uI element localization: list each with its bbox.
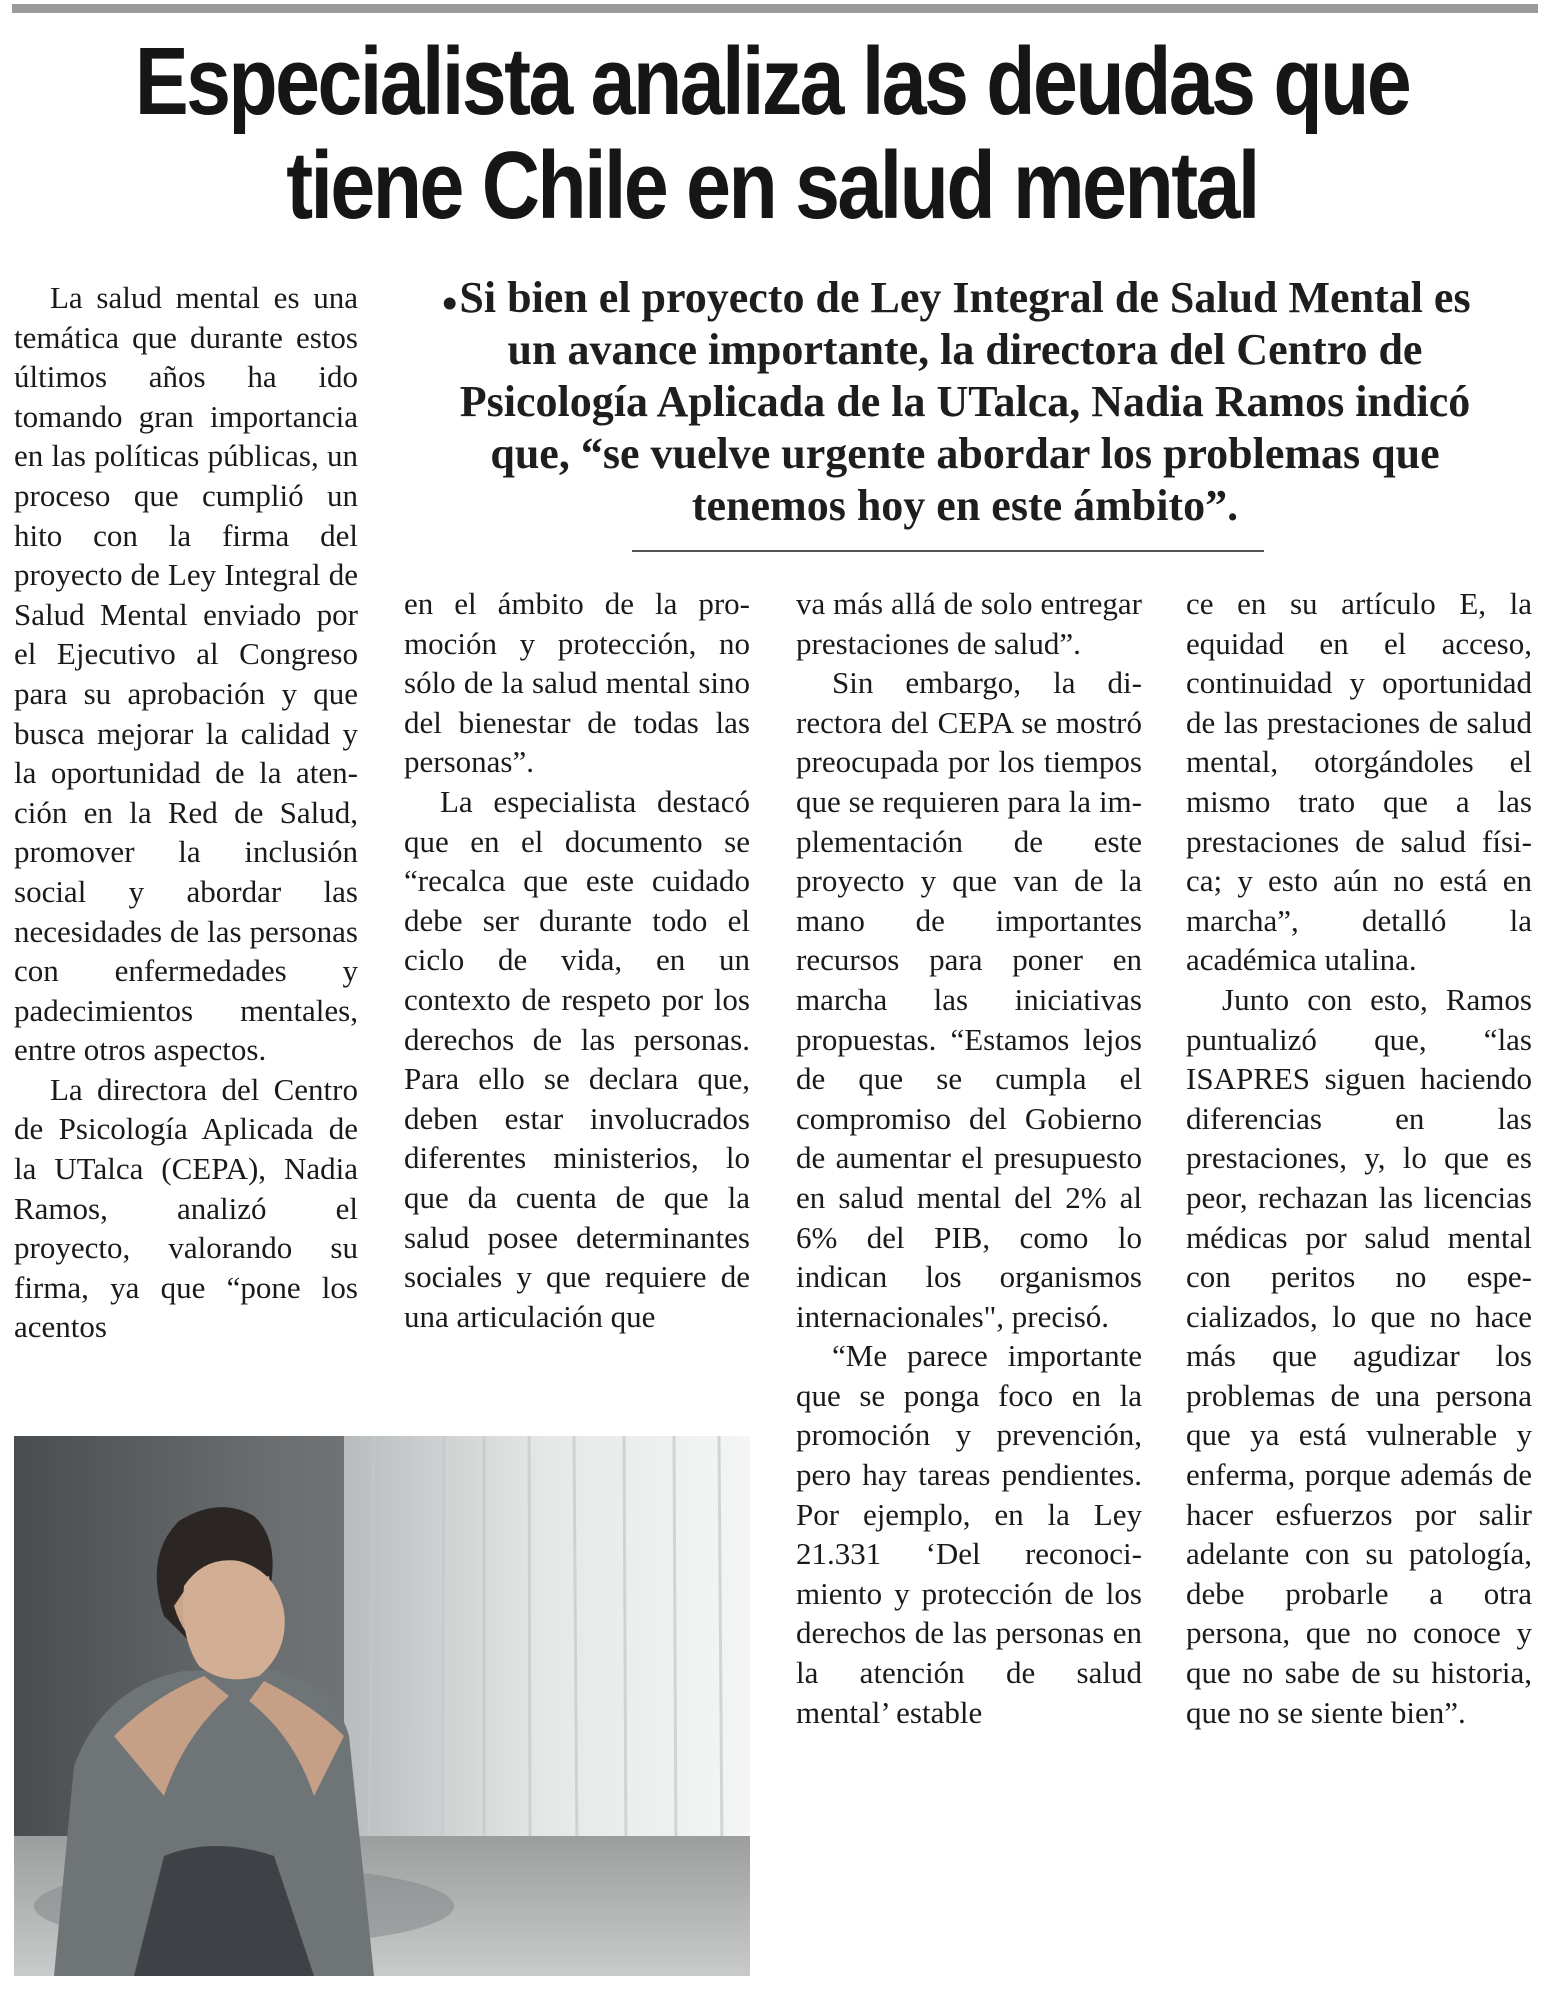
paragraph: ce en su artículo E, la equidad en el acceso, continuidad y oportunidad de las prestaciones de salud mental, otorgándoles el mismo trato que a las prestaciones de salud física; y esto aún no está en marcha”, detalló la académica utalina. (1186, 586, 1532, 978)
article-column-3 (796, 584, 1142, 1732)
deck-divider (632, 550, 1264, 552)
distressed-man-illustration (14, 1436, 750, 1976)
curtain (344, 1436, 750, 1856)
paragraph: va más allá de solo entregar prestaciones de salud”. (796, 586, 1142, 661)
paragraph: en el ámbito de la promoción y protección, no sólo de la salud mental sino del bienestar de todas las personas”. (404, 586, 750, 780)
paragraph: La especialista destacó que en el documento se “recalca que este cuidado debe ser durante todo el ciclo de vida, en un contexto de respeto por los derechos de las personas. Para ello se declara que, deben estar involucrados diferentes ministerios, lo que da cuenta de que la salud posee determinantes sociales y que requiere de una articulación que (404, 783, 750, 1334)
article-photo (14, 1436, 750, 1976)
article-column-2 (404, 584, 750, 1336)
paragraph: La salud mental es una temática que durante estos últimos años ha ido tomando gran importancia en las políticas públicas, un proceso que cumplió un hito con la firma del proyecto de Ley Integral de Salud Mental enviado por el Ejecutivo al Congreso para su aprobación y que busca mejorar la calidad y la oportunidad de la atención en la Red de Salud, promover la inclusión social y abordar las necesidades de las personas con enfermedades y padecimientos mentales, entre otros aspectos. (14, 280, 358, 1068)
paragraph: Junto con esto, Ramos puntualizó que, “las ISAPRES siguen haciendo diferencias en las prestaciones, y, lo que es peor, rechazan las licencias médicas por salud mental con peritos no especializados, lo que no hace más que agudizar los problemas de una persona que ya está vulnerable y enferma, porque además de hacer esfuerzos por salir adelante con su patología, debe probarle a otra persona, que no conoce y que no sabe de su historia, que no se siente bien”. (1186, 981, 1532, 1730)
top-rule (12, 4, 1538, 13)
paragraph: “Me parece importante que se ponga foco en la promoción y prevención, pero hay tareas pendientes. Por ejemplo, en la Ley 21.331 ‘Del reconocimiento y protección de los derechos de las personas en la atención de salud mental’ estable (796, 1338, 1142, 1730)
headline-line-1: Especialista analiza las deudas que (134, 28, 1410, 135)
headline (124, 30, 1421, 238)
headline-line-2: tiene Chile en salud mental (286, 132, 1258, 239)
deck-summary: Si bien el proyecto de Ley Integral de Salud Mental es un avance importante, la directora del Centro de Psicología Aplicada de la UTalca, Nadia Ramos indicó que, “se vuelve urgente abordar los problemas que tenemos hoy en este ámbito”. (459, 273, 1471, 530)
article-column-1 (14, 278, 358, 1347)
deck-bullet: • (442, 279, 458, 328)
paragraph: La directora del Centro de Psicología Aplicada de la UTalca (CEPA), Nadia Ramos, analizó el proyecto, valorando su firma, ya que “pone los acentos (14, 1071, 358, 1345)
paragraph: Sin embargo, la directora del CEPA se mostró preocupada por los tiempos que se requieren para la implementación de este proyecto y que van de la mano de importantes recursos para poner en marcha las iniciativas propuestas. “Estamos lejos de que se cumpla el compromiso del Gobierno de aumentar el presupuesto en salud mental del 2% al 6% del PIB, como lo indican los organismos internacionales", precisó. (796, 665, 1142, 1334)
article-column-4 (1186, 584, 1532, 1732)
